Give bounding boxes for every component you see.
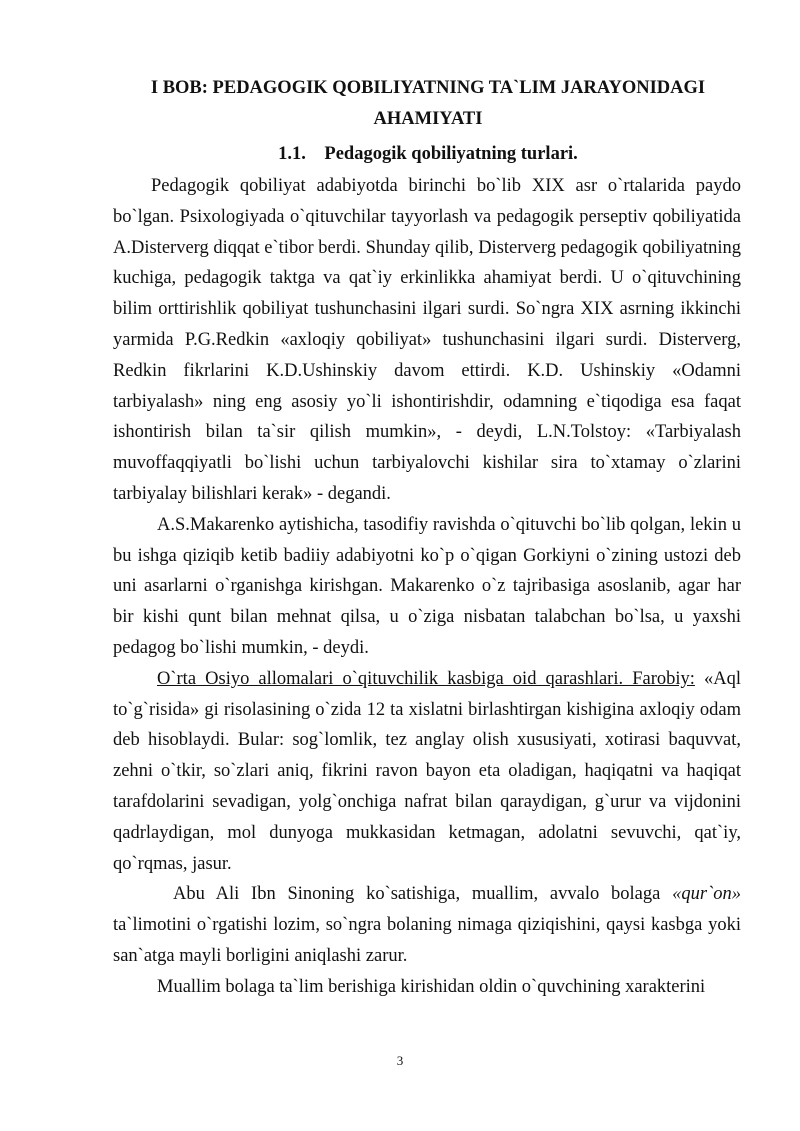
paragraph-3 xyxy=(113,664,741,880)
page-number: 3 xyxy=(396,1053,404,1068)
paragraph-5: Muallim bolaga ta`lim berishiga kirishidan oldin o`quvchining xarakterini xyxy=(157,976,706,997)
section-title xyxy=(113,139,743,170)
paragraph-1: Pedagogik qobiliyat adabiyotda birinchi bo`lib XIX asr o`rtalarida paydo bo`lgan. Psixologiyada o`qituvchilar tayyorlash va pedagogik perseptiv qobiliyatida A.Disterverg diqqat e`tibor berdi. Shunday qilib, Disterverg pedagogik qobiliyatning kuchiga, pedagogik taktga va qat`iy erkinlikka ahamiyat berdi. U o`qituvchining bilim orttirishlik qobiliyat tushunchasini ilgari surdi. So`ngra XIX asrning ikkinchi yarmida P.G.Redkin «axloqiy qobiliyat» tushunchasini ilgari surdi. Disterverg, Redkin fikrlarini K.D.Ushinskiy davom ettirdi. K.D. Ushinskiy «Odamni tarbiyalash» ning eng asosiy yo`li ishontirishdir, odamning e`tiqodiga esa faqat ishontirish bilan ta`sir qilish mumkin», - deydi, L.N.Tolstoy: «Tarbiyalash muvoffaqqiyatli bo`lishi uchun tarbiyalovchi kishilar sira to`xtamay o`zlarini tarbiyalay bilishlari kerak» - degandi. xyxy=(113,176,741,504)
paragraph-2: A.S.Makarenko aytishicha, tasodifiy ravishda o`qituvchi bo`lib qolgan, lekin u bu ishga qiziqib ketib badiiy adabiyotni ko`p o`qigan Gorkiyni o`zining ustozi deb uni asarlarni o`rganishga kirishgan. Makarenko o`z tajribasiga asoslanib, agar har bir kishi qunt bilan mehnat qilsa, u o`ziga nisbatan talabchan bo`lsa, u yaxshi pedagog bo`lishi mumkin, - deydi. xyxy=(113,514,741,658)
chapter-title-line2: AHAMIYATI xyxy=(373,109,483,129)
paragraph-4 xyxy=(113,879,741,971)
body-text xyxy=(113,171,741,1003)
paragraph-4-end: ta`limotini o`rgatishi lozim, so`ngra bolaning nimaga qiziqishini, qaysi kasbga yoki san`atga mayli borligini aniqlashi zarur. xyxy=(113,915,741,966)
section-title-text: 1.1. Pedagogik qobiliyatning turlari. xyxy=(278,144,578,164)
paragraph-4-start: Abu Ali Ibn Sinoning ko`satishiga, muallim, avvalo bolaga xyxy=(173,884,673,905)
paragraph-3-rest: «Aql to`g`risida» gi risolasining o`zida 12 ta xislatni birlashtirgan kishigina axloqiy odam deb hisoblaydi. Bular: sog`lomlik, tez anglay olish xususiyati, xotirasi baquvvat, zehni o`tkir, so`zlari aniq, fikrini ravon bayon eta oladigan, haqiqatni va haqiqat tarafdolarini sevadigan, yolg`onchiga nafrat bilan qaraydigan, g`urur va vijdonini qadrlaydigan, mol dunyoga mukkasidan ketmagan, adolatni sevuvchi, qat`iy, qo`rqmas, jasur. xyxy=(113,668,742,874)
italic-term: «qur`on» xyxy=(672,884,741,905)
chapter-title-line1: I BOB: PEDAGOGIK QOBILIYATNING TA`LIM JARAYONIDAGI xyxy=(150,78,706,98)
underlined-phrase: O`rta Osiyo allomalari o`qituvchilik kasbiga oid qarashlari. Farobiy: xyxy=(157,668,695,689)
